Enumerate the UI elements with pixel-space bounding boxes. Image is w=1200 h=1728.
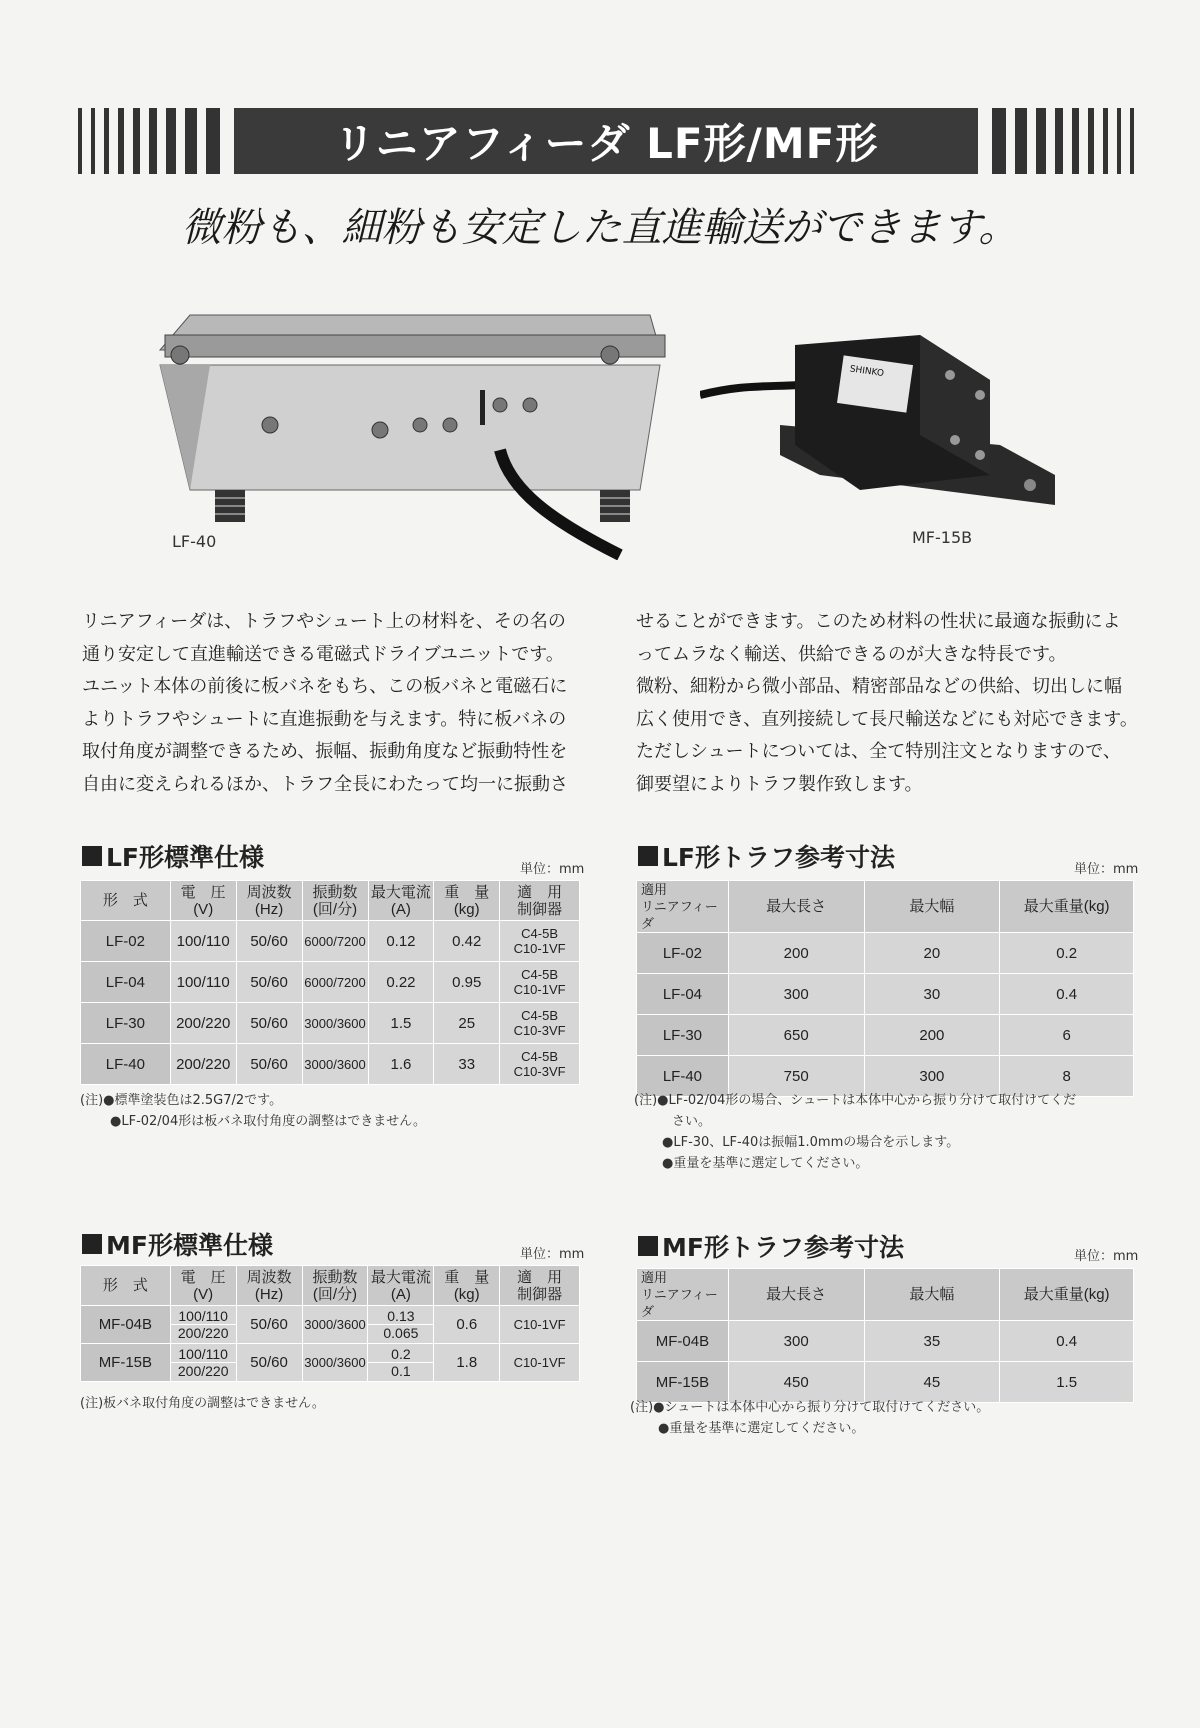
intro-line: せることができます。このため材料の性状に最適な振動によ [636,611,1121,632]
cell: 50/60 [236,1044,302,1085]
cell: MF-04B [81,1306,171,1344]
cell: 200/220 [170,1044,236,1085]
col-header: 周波数 (Hz) [236,881,302,921]
decorative-bars-right [992,108,1134,174]
intro-line: 自由に変えられるほか、トラフ全長にわたって均一に振動さ [82,773,568,795]
cell: C4-5B C10-1VF [500,921,580,962]
cell: C4-5B C10-3VF [500,1003,580,1044]
cell-line: 200/220 [177,1325,229,1341]
col-header: 適用 リニアフィーダ [637,881,729,933]
table-header-row [637,881,1134,933]
square-bullet-icon [638,1236,658,1256]
mf-spec-unit: 単位：mm [520,1247,585,1262]
note-line: ●重量を基準に選定してください。 [658,1421,865,1436]
cell: MF-15B [637,1362,729,1403]
cell: LF-02 [81,921,171,962]
cell: C10-1VF [500,1344,580,1382]
intro-line: ってムラなく輸送、供給できるのが大きな特長です。 [636,643,1067,665]
cell [368,1306,434,1344]
col-header: 最大電流 (A) [368,881,434,921]
col-header: 振動数 (回/分) [302,881,368,921]
col-header: 重 量 (kg) [434,881,500,921]
title-box [234,108,978,174]
col-header: 形 式 [81,881,171,921]
mf15b-label: MF-15B [912,528,973,547]
cell: 0.42 [434,921,500,962]
col-header: 振動数 (回/分) [302,1266,368,1306]
cell: 0.4 [1000,974,1134,1015]
table-row [637,933,1134,974]
lf40-product-image [150,290,670,560]
cell: 100/110 [170,962,236,1003]
note-line: (注)●シュートは本体中心から振り分けて取付けてください。 [630,1400,990,1415]
table-row [81,1003,580,1044]
col-header: 最大長さ [728,881,864,933]
cell-line: 0.13 [368,1308,433,1325]
cell-line: 0.2 [368,1346,433,1363]
cell: 20 [864,933,1000,974]
page-title: リニアフィーダ LF形/MF形 [333,119,879,168]
table-row [81,1044,580,1085]
cell-line: 0.1 [391,1363,411,1379]
lf40-label: LF-40 [172,532,217,551]
cell: 6000/7200 [302,921,368,962]
intro-line: 広く使用でき、直列接続して長尺輸送などにも対応できます。 [636,708,1138,730]
intro-line: 微粉、細粉から微小部品、精密部品などの供給、切出しに幅 [636,676,1122,697]
cell: 200 [728,933,864,974]
cell: 50/60 [236,1344,302,1382]
cell: 50/60 [236,1003,302,1044]
cell: 300 [728,1321,864,1362]
cell: 6000/7200 [302,962,368,1003]
cell: MF-15B [81,1344,171,1382]
col-header: 最大電流 (A) [368,1266,434,1306]
cell: LF-04 [637,974,729,1015]
cell: 3000/3600 [302,1003,368,1044]
mf-trough-heading: MF形トラフ参考寸法 [638,1228,904,1264]
mf-trough-table [636,1268,1134,1403]
cell: LF-40 [637,1056,729,1097]
intro-line: 御要望によりトラフ製作致します。 [636,773,923,795]
intro-line: ユニット本体の前後に板バネをもち、この板バネと電磁石に [82,676,568,697]
table-header-row [81,881,580,921]
col-header: 最大長さ [728,1269,864,1321]
cell: LF-30 [637,1015,729,1056]
cell: 0.22 [368,962,434,1003]
cell: C4-5B C10-3VF [500,1044,580,1085]
table-row [637,974,1134,1015]
cell: 1.5 [1000,1362,1134,1403]
cell: 0.95 [434,962,500,1003]
cell: 3000/3600 [302,1044,368,1085]
cell: 50/60 [236,1306,302,1344]
table-row [81,921,580,962]
decorative-bars-left [78,108,220,174]
cell-line: 0.065 [383,1325,419,1341]
cell: 6 [1000,1015,1134,1056]
col-header: 重 量 (kg) [434,1266,500,1306]
table-row [81,1344,580,1382]
mf-spec-notes [80,1393,325,1414]
cell: 200/220 [170,1003,236,1044]
cell: 300 [728,974,864,1015]
cell: MF-04B [637,1321,729,1362]
cell-line: 100/110 [171,1346,236,1363]
mf-trough-notes [630,1397,989,1439]
cell: 50/60 [236,921,302,962]
cell: 8 [1000,1056,1134,1097]
mf-trough-unit: 単位：mm [1074,1249,1139,1264]
col-header: 形 式 [81,1266,171,1306]
intro-line: リニアフィーダは、トラフやシュート上の材料を、その名の [82,611,566,632]
cell: 0.4 [1000,1321,1134,1362]
note-line: (注)板バネ取付角度の調整はできません。 [80,1396,325,1411]
lf-trough-heading: LF形トラフ参考寸法 [638,838,895,874]
col-header: 最大重量(kg) [1000,1269,1134,1321]
cell: 30 [864,974,1000,1015]
note-line: さい。 [672,1114,712,1129]
intro-right [636,606,1156,801]
cell: 0.6 [434,1306,500,1344]
square-bullet-icon [82,846,102,866]
intro-line: 通り安定して直進輸送できる電磁式ドライブユニットです。 [82,643,564,665]
table-header-row [637,1269,1134,1321]
lf-trough-unit: 単位：mm [1074,862,1139,877]
cell: 1.5 [368,1003,434,1044]
headline: 微粉も、細粉も安定した直進輸送ができます。 [181,205,1019,251]
cell: 0.12 [368,921,434,962]
cell: 450 [728,1362,864,1403]
lf-spec-unit: 単位：mm [520,862,585,877]
table-row [81,962,580,1003]
square-bullet-icon [638,846,658,866]
cell [170,1344,236,1382]
cell: 200 [864,1015,1000,1056]
intro-left [82,606,582,801]
col-header: 電 圧 (V) [170,1266,236,1306]
col-header: 最大重量(kg) [1000,881,1134,933]
cell: C10-1VF [500,1306,580,1344]
col-header: 最大幅 [864,1269,1000,1321]
mf15b-product-image [700,325,1060,525]
cell: 50/60 [236,962,302,1003]
intro-line: ただしシュートについては、全て特別注文となりますので、 [636,741,1121,762]
note-line: (注)●LF-02/04形の場合、シュートは本体中心から振り分けて取付けてくだ [634,1093,1077,1108]
note-line: ●LF-30、LF-40は振幅1.0mmの場合を示します。 [662,1135,960,1150]
cell-line: 100/110 [171,1308,236,1325]
title-banner [78,108,1134,174]
square-bullet-icon [82,1234,102,1254]
cell: C4-5B C10-1VF [500,962,580,1003]
note-line: ●重量を基準に選定してください。 [662,1156,869,1171]
cell: 100/110 [170,921,236,962]
cell [368,1344,434,1382]
cell: 750 [728,1056,864,1097]
cell: LF-02 [637,933,729,974]
cell: 33 [434,1044,500,1085]
col-header: 適用 リニアフィーダ [637,1269,729,1321]
mf15b-brand: SHINKO [849,364,885,380]
col-header: 適 用 制御器 [500,1266,580,1306]
table-row [637,1015,1134,1056]
cell [170,1306,236,1344]
mf-spec-heading: MF形標準仕様 [82,1226,273,1262]
cell: 3000/3600 [302,1344,368,1382]
col-header: 適 用 制御器 [500,881,580,921]
lf-spec-heading: LF形標準仕様 [82,838,264,874]
table-header-row [81,1266,580,1306]
cell: 1.8 [434,1344,500,1382]
col-header: 周波数 (Hz) [236,1266,302,1306]
cell: 25 [434,1003,500,1044]
cell: LF-30 [81,1003,171,1044]
intro-line: 取付角度が調整できるため、振幅、振動角度など振動特性を [82,741,568,762]
lf-spec-notes [80,1090,426,1132]
cell: 300 [864,1056,1000,1097]
cell: 45 [864,1362,1000,1403]
note-line: ●LF-02/04形は板バネ取付角度の調整はできません。 [110,1114,426,1129]
cell: 0.2 [1000,933,1134,974]
intro-line: よりトラフやシュートに直進振動を与えます。特に板バネの [82,708,567,730]
cell: 3000/3600 [302,1306,368,1344]
cell: LF-04 [81,962,171,1003]
cell-line: 200/220 [177,1363,229,1379]
cell: 650 [728,1015,864,1056]
cell: 35 [864,1321,1000,1362]
lf-trough-notes [634,1090,1076,1174]
cell: 1.6 [368,1044,434,1085]
table-row [81,1306,580,1344]
note-line: (注)●標準塗装色は2.5G7/2です。 [80,1093,283,1108]
cell: LF-40 [81,1044,171,1085]
col-header: 電 圧 (V) [170,881,236,921]
lf-trough-table [636,880,1134,1097]
lf-spec-table [80,880,580,1085]
table-row [637,1321,1134,1362]
col-header: 最大幅 [864,881,1000,933]
mf-spec-table [80,1265,580,1382]
